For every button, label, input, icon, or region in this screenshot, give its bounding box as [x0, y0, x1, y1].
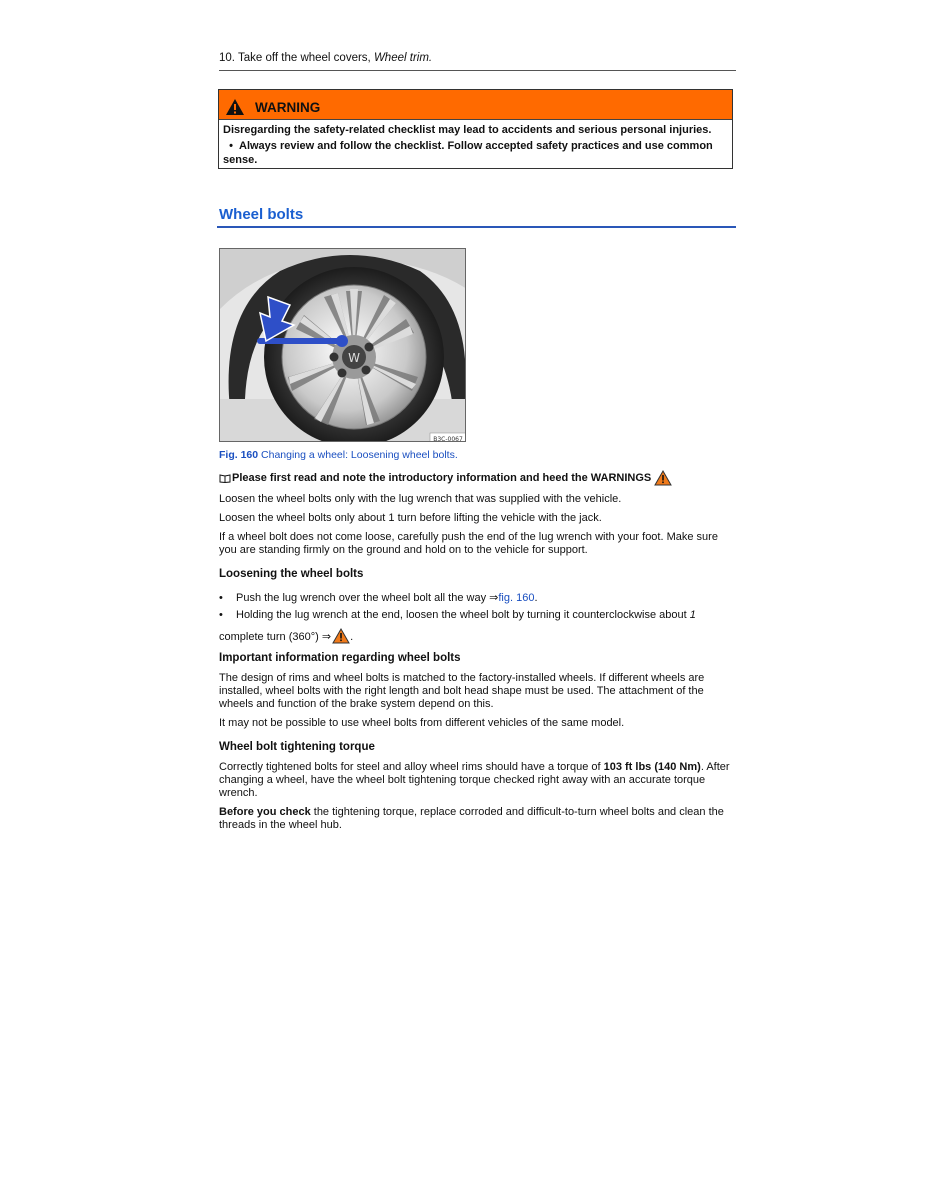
- paragraph-2: Loosen the wheel bolts only about 1 turn before lifting the vehicle with the jack.: [219, 512, 602, 524]
- warning-line-2: [223, 139, 728, 167]
- step-10: [219, 51, 736, 71]
- torque-paragraph-1: Correctly tightened bolts for steel and alloy wheel rims should have a torque of 103 ft lbs (140 Nm). After changing a wheel, have the wheel bolt tightening torque checked right away with an accurate torque wrench.: [219, 761, 730, 799]
- warning-body: [219, 120, 732, 167]
- step-text: Take off the wheel covers,: [238, 52, 374, 64]
- intro-line: [219, 470, 736, 486]
- step-ref-link[interactable]: Wheel trim.: [373, 52, 433, 64]
- bullet: •: [219, 609, 223, 621]
- list-item-2-text: Holding the lug wrench at the end, loosen the wheel bolt by turning it counterclockwise about 1: [236, 609, 696, 621]
- list-item-2-continuation: [219, 628, 736, 644]
- figure-caption-label: Fig. 160: [219, 449, 259, 461]
- bullet: •: [229, 140, 233, 152]
- heading-important: Important information regarding wheel bolts: [219, 652, 461, 664]
- warning-triangle-icon[interactable]: [332, 628, 350, 644]
- figure-wheel: [219, 248, 466, 442]
- important-paragraph-1: The design of rims and wheel bolts is matched to the factory-installed wheels. If different wheels are installed, wheel bolts with the right length and bolt head shape must be used. The attachment of the wheels and function of the brake system depend on this.: [219, 672, 705, 710]
- warning-triangle-icon: [225, 98, 245, 116]
- list-item-1: [219, 592, 736, 605]
- torque-paragraph-2: Before you check the tightening torque, replace corroded and difficult-to-turn wheel bolts and clean the threads in the wheel hub.: [219, 806, 724, 831]
- figure-caption-text: Changing a wheel: Loosening wheel bolts.: [258, 449, 458, 461]
- figure-code: B3C-0067: [433, 436, 463, 442]
- intro-text: Please first read and note the introductory information and heed the WARNINGS: [232, 471, 652, 484]
- step-number: 10.: [219, 52, 235, 64]
- warning-header: [219, 90, 732, 120]
- list-item-2-cont-text: complete turn (360°) ⇒: [219, 631, 332, 643]
- list-item-2-end: .: [350, 631, 354, 643]
- heading-loosening: Loosening the wheel bolts: [219, 568, 364, 580]
- svg-text:W: W: [348, 351, 360, 365]
- important-paragraph-2: It may not be possible to use wheel bolts from different vehicles of the same model.: [219, 717, 625, 729]
- paragraph-3: If a wheel bolt does not come loose, carefully push the end of the lug wrench with your foot. Make sure you are standing firmly on the ground and hold on to the vehicle for support.: [219, 531, 718, 556]
- bullet: •: [219, 592, 223, 604]
- wheel-illustration: [220, 249, 466, 442]
- list-item-1-text: Push the lug wrench over the wheel bolt all the way ⇒fig. 160.: [236, 592, 538, 604]
- section-title: Wheel bolts: [217, 206, 736, 228]
- fig-160-link[interactable]: fig. 160: [498, 592, 535, 604]
- warning-line-1: Disregarding the safety-related checklist may lead to accidents and serious personal injuries.: [223, 124, 712, 136]
- heading-torque: Wheel bolt tightening torque: [219, 741, 375, 753]
- paragraph-1: Loosen the wheel bolts only with the lug wrench that was supplied with the vehicle.: [219, 493, 622, 505]
- figure-caption: [219, 449, 458, 462]
- warning-triangle-icon[interactable]: [654, 470, 672, 486]
- warning-title: WARNING: [255, 100, 321, 115]
- book-icon: [219, 473, 231, 483]
- torque-value: 103 ft lbs (140 Nm): [603, 761, 701, 773]
- list-item-2: [219, 609, 736, 644]
- warning-line-2-text: Always review and follow the checklist. Follow accepted safety practices and use common sense.: [223, 140, 713, 166]
- warning-box: [218, 89, 733, 169]
